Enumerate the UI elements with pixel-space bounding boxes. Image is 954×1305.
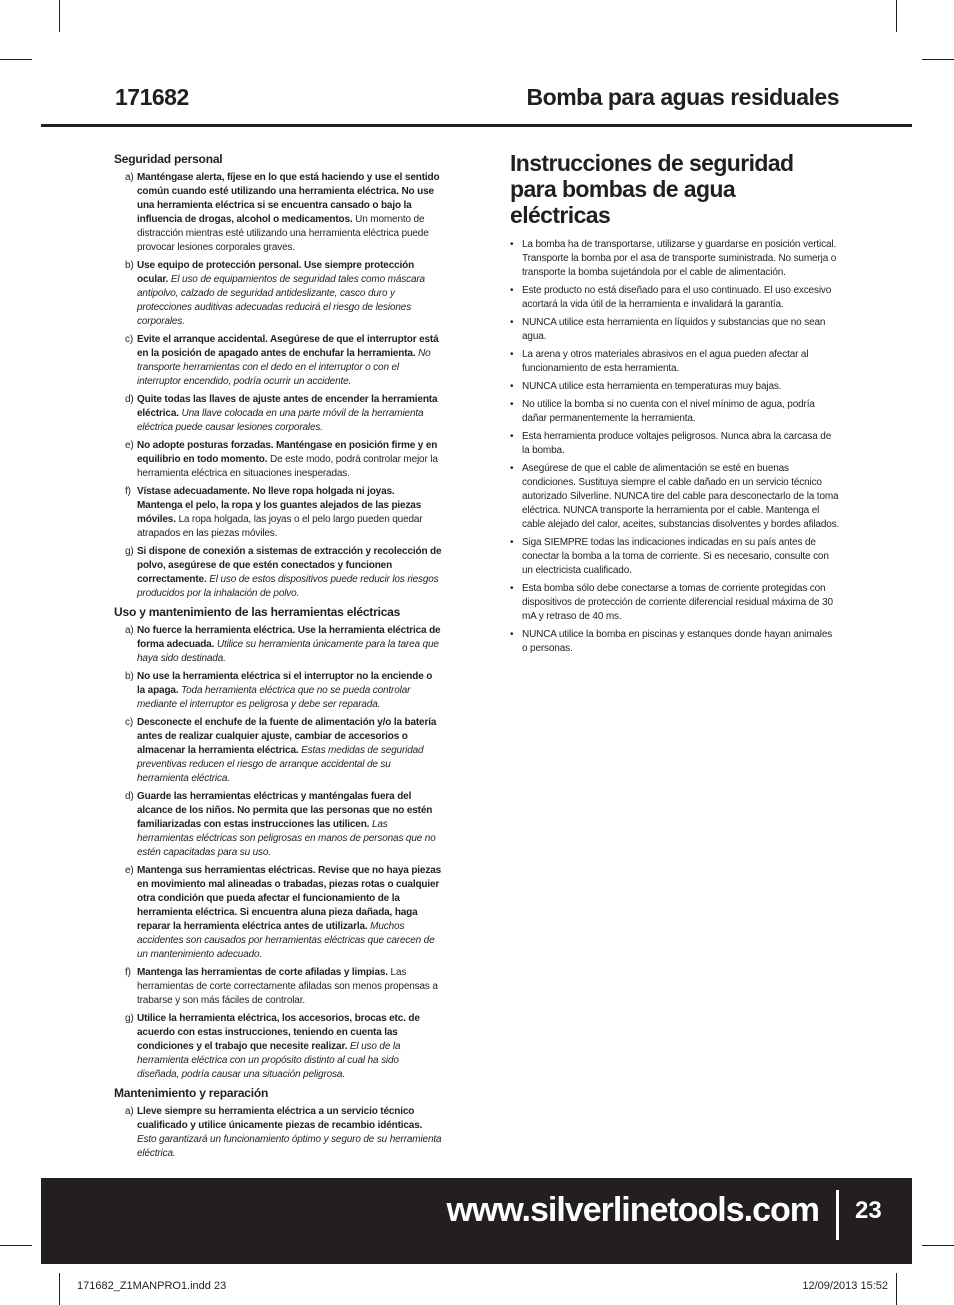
item-label: c) — [125, 334, 134, 345]
list-item — [114, 790, 442, 860]
list-item — [114, 966, 442, 1008]
list-item — [114, 1012, 442, 1082]
bullet-item: • No utilice la bomba si no cuenta con el nivel mínimo de agua, podría dañar permanentemente la herramienta. — [510, 398, 840, 426]
item-text-italic: Toda herramienta eléctrica que no se pueda controlar mediante el interruptor es peligrosa y debe ser reparada. — [137, 685, 411, 710]
item-text-bold: No use la herramienta eléctrica si el interruptor no la enciende o la apaga. — [137, 671, 433, 696]
page-number: 23 — [855, 1197, 882, 1224]
item-text-bold: No fuerce la herramienta eléctrica. Use la herramienta eléctrica de forma adecuada. — [137, 625, 441, 650]
page-title: Bomba para aguas residuales — [526, 84, 839, 110]
list-item — [114, 624, 442, 666]
item-label: g) — [125, 546, 134, 557]
footer-bar — [41, 1178, 912, 1264]
list-item — [114, 393, 442, 435]
bullet-item: • Siga SIEMPRE todas las indicaciones indicadas en su país antes de conectar la bomba a la toma de corriente. Si es necesario, consulte con un electricista cualificado. — [510, 536, 840, 578]
item-text-bold: Use equipo de protección personal. Use siempre protección ocular. — [137, 260, 415, 285]
item-text-bold: No adopte posturas forzadas. Manténgase en posición firme y en equilibrio en todo momento. — [137, 440, 438, 465]
item-label: e) — [125, 440, 134, 451]
bullet-item: • NUNCA utilice esta herramienta en temperaturas muy bajas. — [510, 380, 840, 394]
list-item — [114, 439, 442, 481]
bullet-item: • Asegúrese de que el cable de alimentación se esté en buenas condiciones. Sustituya siempre el cable dañado en un servicio técnico autorizado Silverline. NUNCA tire del cable para desconectarlo de la toma eléctrica. NUNCA transporte la herramienta por el cable. Mantenga el cable alejado del calor, aceites, substancias disolventes y bordes afilados. — [510, 462, 840, 532]
item-text-normal: Un momento de distracción mientras esté utilizando una herramienta eléctrica puede provocar lesiones corporales graves. — [137, 214, 429, 253]
page-header — [41, 84, 912, 127]
item-text-bold: Evite el arranque accidental. Asegúrese de que el interruptor está en la posición de apagado antes de enchufar la herramienta. — [137, 334, 439, 359]
pump-safety-bullets — [510, 238, 840, 656]
item-text-bold: Mantenga las herramientas de corte afiladas y limpias. — [137, 967, 388, 978]
item-label: d) — [125, 791, 134, 802]
footer-divider — [836, 1190, 839, 1240]
bullet-item: • Esta herramienta produce voltajes peligrosos. Nunca abra la carcasa de la bomba. — [510, 430, 840, 458]
crop-mark — [59, 1273, 60, 1305]
list-item — [114, 1105, 442, 1161]
tool-use-list — [114, 624, 442, 1082]
item-text-italic: El uso de equipamientos de seguridad tales como máscara antipolvo, calzado de seguridad antideslizante, casco duro y protecciones auditivas adecuadas reducirá el riesgo de lesiones corporales. — [137, 274, 425, 327]
list-item — [114, 259, 442, 329]
item-text-normal: De este modo, podrá controlar mejor la herramienta eléctrica en situaciones inesperadas. — [137, 454, 438, 479]
slug-date: 12/09/2013 15:52 — [802, 1280, 888, 1292]
section-heading-maintenance: Mantenimiento y reparación — [114, 1086, 269, 1100]
list-item — [114, 670, 442, 712]
item-text-normal: Las herramientas de corte correctamente afiladas son menos propensas a trabarse y son más fáciles de controlar. — [137, 967, 438, 1006]
item-text-bold: Lleve siempre su herramienta eléctrica a un servicio técnico cualificado y utilice únicamente piezas de recambio idénticas. — [137, 1106, 423, 1131]
item-text-bold: Manténgase alerta, fíjese en lo que está haciendo y use el sentido común cuando esté utilizando una herramienta eléctrica. No use una herramienta eléctrica si se encuentra cansado o bajo la influencia de drogas, alcohol o medicamentos. — [137, 172, 440, 225]
crop-mark — [0, 1245, 32, 1246]
crop-mark — [59, 0, 60, 32]
item-label: b) — [125, 260, 134, 271]
list-item — [114, 716, 442, 786]
item-text-bold: Guarde las herramientas eléctricas y manténgalas fuera del alcance de los niños. No permita que las personas que no estén familiarizadas con estas instrucciones las utilicen. — [137, 791, 433, 830]
section-heading-tool-use: Uso y mantenimiento de las herramientas eléctricas — [114, 605, 401, 619]
item-text-bold: Vístase adecuadamente. No lleve ropa holgada ni joyas. Mantenga el pelo, la ropa y los guantes alejados de las piezas móviles. — [137, 486, 422, 525]
item-text-bold: Quite todas las llaves de ajuste antes de encender la herramienta eléctrica. — [137, 394, 438, 419]
bullet-item: • La arena y otros materiales abrasivos en el agua pueden afectar al funcionamiento de esta herramienta. — [510, 348, 840, 376]
item-label: e) — [125, 865, 134, 876]
bullet-item: • Este producto no está diseñado para el uso continuado. El uso excesivo acortará la vida útil de la herramienta e invalidará la garantía. — [510, 284, 840, 312]
list-item — [114, 333, 442, 389]
crop-mark — [896, 0, 897, 32]
item-label: b) — [125, 671, 134, 682]
item-label: a) — [125, 625, 134, 636]
item-label: a) — [125, 172, 134, 183]
item-text-italic: Una llave colocada en una parte móvil de la herramienta eléctrica puede causar lesiones corporales. — [137, 408, 424, 433]
product-code: 171682 — [115, 84, 189, 110]
item-label: f) — [125, 967, 131, 978]
left-column — [114, 152, 442, 1165]
crop-mark — [922, 59, 954, 60]
item-text-bold: Mantenga sus herramientas eléctricas. Revise que no haya piezas en movimiento mal alineadas o trabadas, piezas rotas o cualquier otra condición que pueda afectar el funcionamiento de la herramienta eléctrica. Si encuentra aluna pieza dañada, haga reparar la herramienta eléctrica antes de utilizarla. — [137, 865, 442, 932]
item-label: f) — [125, 486, 131, 497]
bullet-item: • La bomba ha de transportarse, utilizarse y guardarse en posición vertical. Transporte la bomba por el asa de transporte suministrada. No sumerja o transporte la bomba sujetándola por el cable de alimentación. — [510, 238, 840, 280]
item-text-italic: Muchos accidentes son causados por herramientas eléctricas que carecen de un mantenimiento adecuado. — [137, 921, 435, 960]
item-text-italic: Las herramientas eléctricas son peligrosas en manos de personas que no estén capacitadas para su uso. — [137, 819, 436, 858]
section-heading-personal-safety: Seguridad personal — [114, 152, 223, 166]
item-text-normal: La ropa holgada, las joyas o el pelo largo pueden quedar atrapados en las piezas móviles. — [137, 514, 423, 539]
item-text-bold: Desconecte el enchufe de la fuente de alimentación y/o la batería antes de realizar cualquier ajuste, cambiar de accesorios o almacenar la herramienta eléctrica. — [137, 717, 437, 756]
bullet-item: • NUNCA utilice la bomba en piscinas y estanques donde hayan animales o personas. — [510, 628, 840, 656]
right-column — [510, 150, 840, 660]
crop-mark — [922, 1245, 954, 1246]
list-item — [114, 171, 442, 255]
item-text-italic: El uso de la herramienta eléctrica con un propósito distinto al cual ha sido diseñada, podría causar una situación peligrosa. — [137, 1041, 401, 1080]
list-item — [114, 545, 442, 601]
item-text-italic: Estas medidas de seguridad preventivas reducen el riesgo de arranque accidental de su herramienta eléctrica. — [137, 745, 424, 784]
item-text-italic: Esto garantizará un funcionamiento óptimo y seguro de su herramienta eléctrica. — [137, 1134, 442, 1159]
website-url: www.silverlinetools.com — [446, 1191, 819, 1229]
crop-mark — [896, 1273, 897, 1305]
list-item — [114, 864, 442, 962]
maintenance-list — [114, 1105, 442, 1161]
item-text-italic: El uso de estos dispositivos puede reducir los riesgos producidos por la inhalación de polvo. — [137, 574, 439, 599]
personal-safety-list — [114, 171, 442, 601]
item-label: a) — [125, 1106, 134, 1117]
bullet-item: • Esta bomba sólo debe conectarse a tomas de corriente protegidas con dispositivos de protección de corriente diferencial residual máxima de 30 mA y retraso de 40 ms. — [510, 582, 840, 624]
item-text-bold: Si dispone de conexión a sistemas de extracción y recolección de polvo, asegúrese de que estén conectados y funcionen correctamente. — [137, 546, 442, 585]
pump-safety-title: Instrucciones de seguridad para bombas de agua eléctricas — [510, 150, 794, 228]
item-text-italic: No transporte herramientas con el dedo en el interruptor o con el interruptor encendido, podría ocurrir un accidente. — [137, 348, 431, 387]
item-label: d) — [125, 394, 134, 405]
slug-file: 171682_Z1MANPRO1.indd 23 — [77, 1280, 227, 1292]
item-text-bold: Utilice la herramienta eléctrica, los accesorios, brocas etc. de acuerdo con estas instrucciones, teniendo en cuenta las condiciones y el trabajo que necesite realizar. — [137, 1013, 420, 1052]
list-item — [114, 485, 442, 541]
crop-mark — [0, 59, 32, 60]
bullet-item: • NUNCA utilice esta herramienta en líquidos y substancias que no sean agua. — [510, 316, 840, 344]
item-text-italic: Utilice su herramienta únicamente para la tarea que haya sido destinada. — [137, 639, 439, 664]
item-label: g) — [125, 1013, 134, 1024]
item-label: c) — [125, 717, 134, 728]
